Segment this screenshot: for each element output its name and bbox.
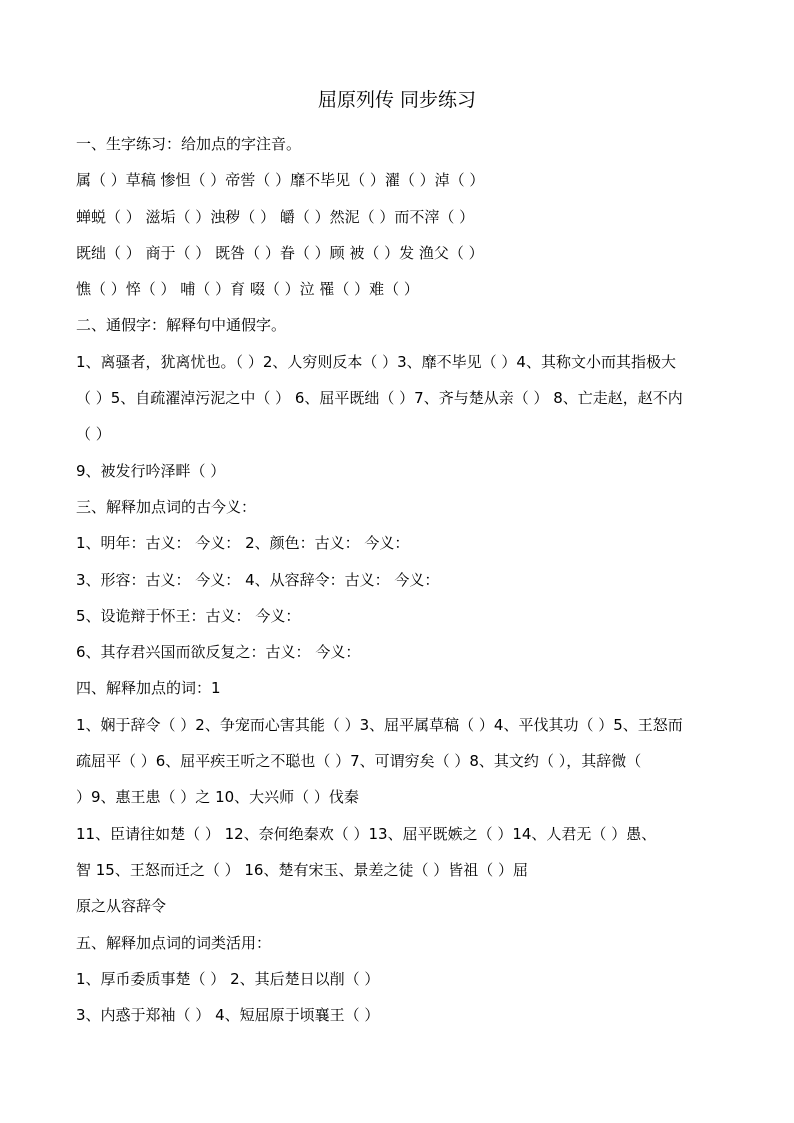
section-3-heading: 三、解释加点词的古今义： xyxy=(76,497,257,516)
section-1-heading: 一、生字练习：给加点的字注音。 xyxy=(76,135,302,153)
section-2-line-1: 1、离骚者，犹离忧也。（ ）2、人穷则反本（ ）3、靡不毕见（ ）4、其称文小而其指极大 xyxy=(76,352,676,371)
section-1-line-4: 憔（ ）悴（ ） 哺（ ）育 啜（ ）泣 罹（ ）难（ ） xyxy=(76,280,419,299)
section-4-line-6: 原之从容辞令 xyxy=(76,897,167,916)
page-title: 屈原列传 同步练习 xyxy=(317,89,477,111)
section-3-line-1: 1、明年：古义： 今义： 2、颜色：古义： 今义： xyxy=(76,534,410,553)
worksheet-body xyxy=(76,126,724,1033)
section-5-line-1: 1、厚币委质事楚（ ） 2、其后楚日以削（ ） xyxy=(76,969,380,988)
section-4-line-2: 疏屈平（ ）6、屈平疾王听之不聪也（ ）7、可谓穷矣（ ）8、其文约（ ），其辞微（ xyxy=(76,752,642,771)
section-5-line-2: 3、内惑于郑袖（ ） 4、短屈原于顷襄王（ ） xyxy=(76,1006,380,1025)
section-3-line-4: 6、其存君兴国而欲反复之：古义： 今义： xyxy=(76,643,361,662)
section-4-line-4: 11、臣请往如楚（ ） 12、奈何绝秦欢（ ）13、屈平既嫉之（ ）14、人君无（ ）愚、 xyxy=(76,824,657,843)
section-2-line-3: （ ） xyxy=(76,425,111,444)
section-4-line-1: 1、娴于辞令（ ）2、争宠而心害其能（ ）3、屈平属草稿（ ）4、平伐其功（ ）5、王怒而 xyxy=(76,715,683,734)
section-4-line-3: ）9、惠王患（ ）之 10、大兴师（ ）伐秦 xyxy=(76,788,359,807)
section-5-heading: 五、解释加点词的词类活用： xyxy=(76,933,272,952)
section-4-heading: 四、解释加点的词：1 xyxy=(76,679,221,698)
section-2-line-2: （ ）5、自疏濯淖污泥之中（ ） 6、屈平既绌（ ）7、齐与楚从亲（ ） 8、亡走赵，赵不内 xyxy=(76,389,683,408)
section-3-line-3: 5、设诡辩于怀王：古义： 今义： xyxy=(76,606,301,625)
section-1-line-1: 属（ ）草稿 惨怛（ ）帝喾（ ）靡不毕见（ ）濯（ ）淖（ ） xyxy=(76,171,485,190)
section-1-line-2: 蝉蜕（ ） 滋垢（ ）浊秽（ ） 皭（ ）然泥（ ）而不滓（ ） xyxy=(76,207,475,226)
section-2-heading: 二、通假字：解释句中通假字。 xyxy=(76,316,287,335)
section-3-line-2: 3、形容：古义： 今义： 4、从容辞令：古义： 今义： xyxy=(76,570,440,589)
section-2-line-4: 9、被发行吟泽畔（ ） xyxy=(76,461,226,480)
section-1-line-3: 既绌（ ） 商于（ ） 既咎（ ）眷（ ）顾 被（ ）发 渔父（ ） xyxy=(76,243,484,262)
section-4-line-5: 智 15、王怒而迁之（ ） 16、楚有宋玉、景差之徒（ ）皆祖（ ）屈 xyxy=(76,860,529,879)
